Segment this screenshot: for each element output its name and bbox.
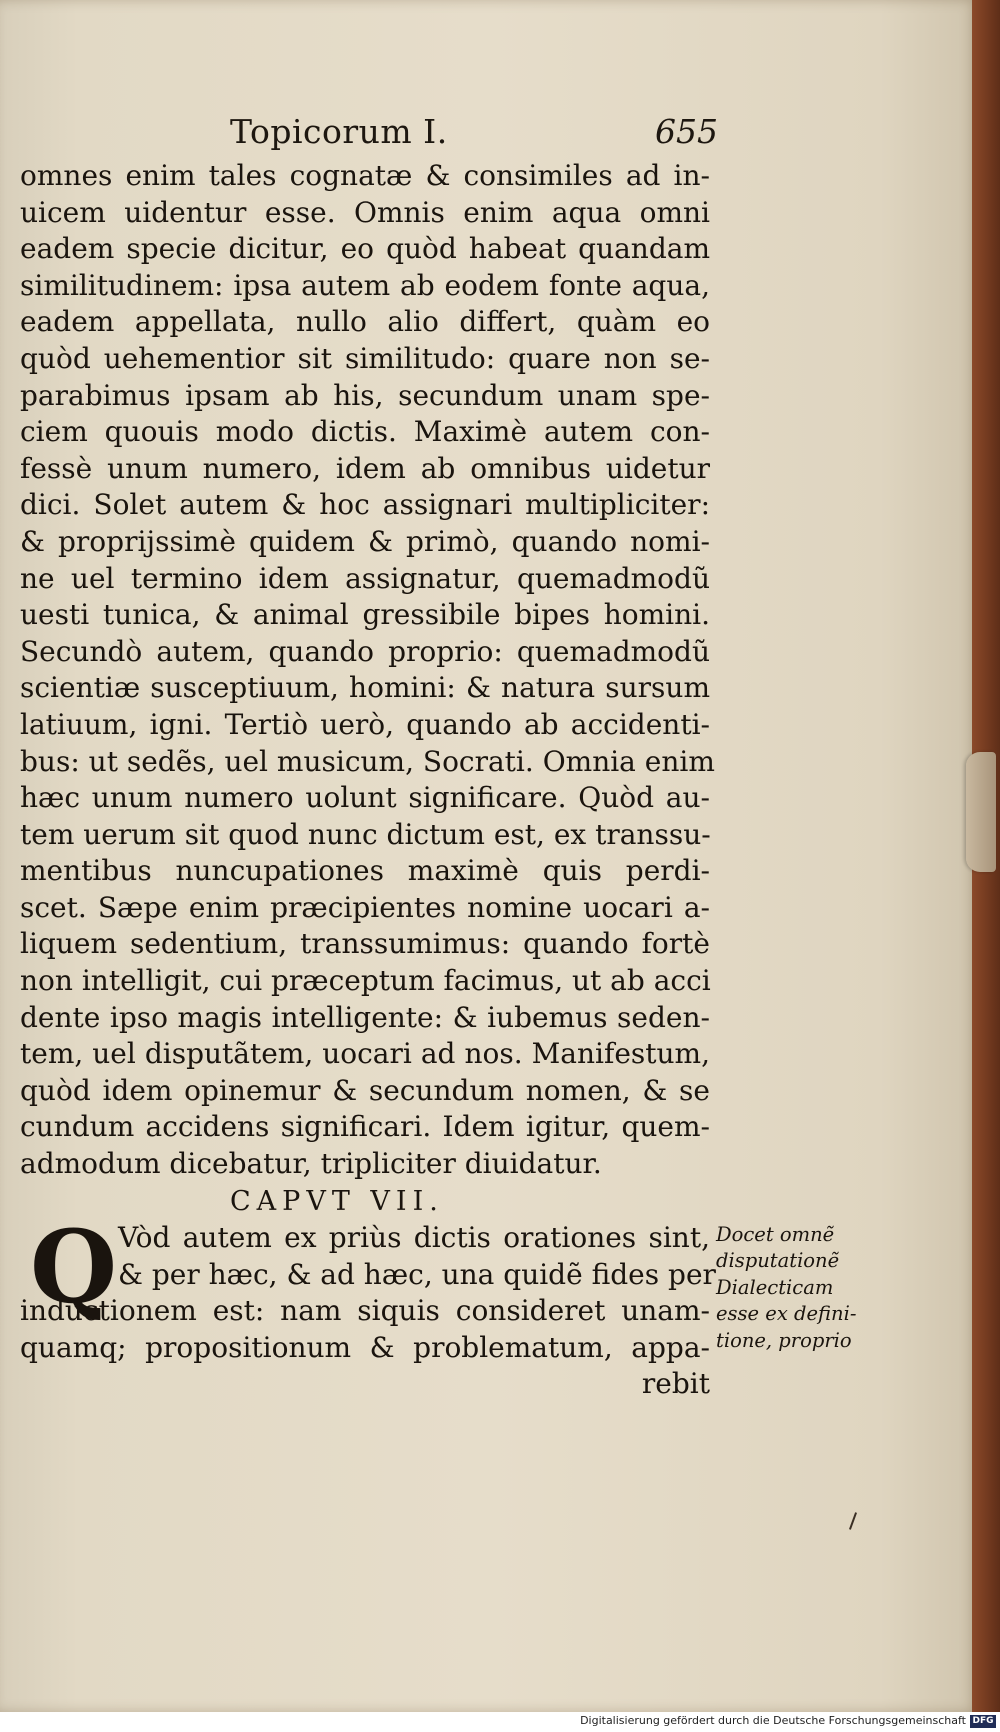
text-line: quòd uehementior sit similitudo: quare non se- — [20, 341, 710, 375]
text-line: eadem specie dicitur, eo quòd habeat quandam — [20, 232, 710, 266]
text-line: quòd idem opinemur & secundum nomen, & se — [20, 1073, 710, 1107]
drop-cap-initial: Q — [30, 1208, 118, 1326]
chapter-text — [20, 1208, 716, 1403]
text-line: ciem quouis modo dictis. Maximè autem con- — [20, 415, 710, 449]
marginal-note-line: Docet omnẽ — [716, 1223, 835, 1246]
page-tab — [966, 752, 996, 872]
dfg-logo-icon: DFG — [970, 1715, 996, 1728]
text-line: eadem appellata, nullo alio differt, quàm eo — [20, 305, 710, 339]
marginal-note — [716, 1222, 857, 1354]
marginal-note-line: Dialecticam — [716, 1275, 834, 1299]
text-line: hæc unum numero uolunt significare. Quòd au- — [20, 781, 710, 815]
running-title: Topicorum I. — [230, 112, 448, 151]
marginal-note-line: esse ex defini- — [716, 1302, 857, 1326]
text-line: cundum accidens significari. Idem igitur, quem- — [20, 1110, 710, 1144]
text-line: & proprijssimè quidem & primò, quando nomi- — [20, 524, 710, 558]
text-line: ne uel termino idem assignatur, quemadmodũ — [20, 561, 710, 595]
footer-credit: Digitalisierung gefördert durch die Deutsche Forschungsgemeinschaft — [580, 1714, 966, 1727]
body-text — [20, 158, 715, 1183]
text-line: tem, uel disputãtem, uocari ad nos. Manifestum, — [20, 1037, 710, 1071]
text-line: Vòd autem ex priùs dictis orationes sint, — [118, 1221, 710, 1254]
text-line: non intelligit, cui præceptum facimus, ut ab acci — [20, 964, 711, 998]
text-line: scet. Sæpe enim præcipientes nomine uocari a- — [20, 890, 710, 924]
text-line: tem uerum sit quod nunc dictum est, ex transsu- — [20, 817, 711, 851]
marginal-note-line: tione, proprio — [716, 1328, 852, 1352]
text-line: inductionem est: nam siquis consideret unam- — [20, 1294, 710, 1328]
text-line: latiuum, igni. Tertiò uerò, quando ab accidenti- — [20, 707, 710, 741]
text-line: uesti tunica, & animal gressibile bipes homini. — [20, 598, 710, 632]
text-line: dici. Solet autem & hoc assignari multipliciter: — [20, 488, 710, 522]
text-line: omnes enim tales cognatæ & consimiles ad in- — [20, 159, 710, 192]
text-line: & per hæc, & ad hæc, una quidẽ fides per — [118, 1257, 716, 1291]
page-header — [0, 112, 978, 158]
footer-bar — [0, 1712, 1000, 1732]
text-line: similitudinem: ipsa autem ab eodem fonte aqua, — [20, 268, 710, 302]
text-line: liquem sedentium, transsumimus: quando fortè — [20, 927, 710, 961]
text-line: quamq; propositionum & problematum, appa- — [20, 1330, 710, 1364]
text-line: bus: ut sedẽs, uel musicum, Socrati. Omnia enim — [20, 744, 715, 778]
catchword: rebit — [641, 1367, 710, 1401]
marginal-note-line: disputationẽ — [716, 1249, 840, 1273]
text-line: uicem uidentur esse. Omnis enim aqua omni — [20, 195, 710, 229]
text-line: mentibus nuncupationes maximè quis perdi- — [20, 854, 710, 888]
text-line: scientiæ susceptiuum, homini: & natura sursum — [20, 671, 710, 705]
text-line: fessè unum numero, idem ab omnibus uidetur — [20, 451, 710, 485]
text-line: parabimus ipsam ab his, secundum unam spe- — [20, 378, 710, 412]
text-line: admodum dicebatur, tripliciter diuidatur. — [20, 1147, 602, 1181]
text-line: Secundò autem, quando proprio: quemadmodũ — [20, 634, 710, 668]
chapter-heading: CAPVT VII. — [230, 1186, 444, 1217]
text-line: dente ipso magis intelligente: & iubemus seden- — [20, 1000, 710, 1034]
page-number: 655 — [655, 112, 718, 151]
